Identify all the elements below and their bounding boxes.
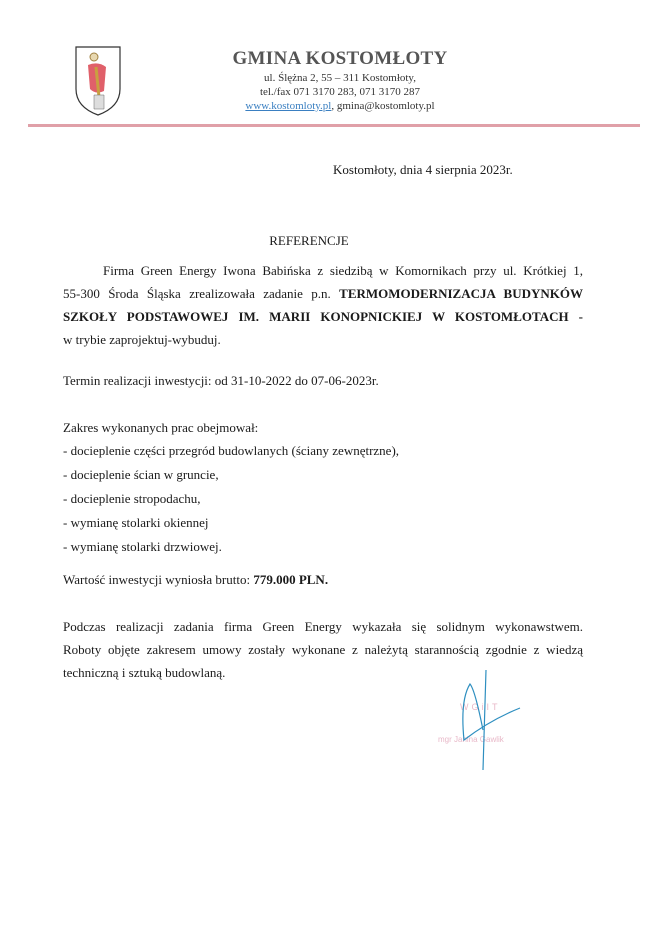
svg-text:WGiIT: WGiIT (460, 702, 501, 712)
scope-item: - docieplenie części przegród budowlanych (ściany zewnętrzne), (63, 443, 400, 458)
closing-line: Roboty objęte zakresem umowy zostały wykonane z należytą starannością zgodnie z wiedzą (63, 642, 583, 657)
svg-text:mgr Janina Gawlik: mgr Janina Gawlik (438, 735, 504, 744)
intro-line: SZKOŁY PODSTAWOWEJ IM. MARII KONOPNICKIEJ W KOSTOMŁOTACH - (63, 309, 583, 324)
intro-line: w trybie zaprojektuj-wybuduj. (63, 332, 221, 347)
scope-item: - docieplenie ścian w gruncie, (63, 467, 219, 482)
scope-item: - wymianę stolarki okiennej (63, 515, 209, 530)
scope-item: - wymianę stolarki drzwiowej. (63, 539, 222, 554)
header-divider (28, 124, 640, 127)
scope-item: - docieplenie stropodachu, (63, 491, 201, 506)
org-name: GMINA KOSTOMŁOTY (232, 48, 448, 69)
investment-value: Wartość inwestycji wyniosła brutto: 779.000 PLN. (63, 572, 329, 587)
coat-of-arms-logo (74, 45, 122, 117)
letter-heading: REFERENCJE (269, 233, 349, 248)
closing-line: techniczną i sztuką budowlaną. (63, 665, 226, 680)
org-phone: tel./fax 071 3170 283, 071 3170 287 (259, 86, 421, 98)
website-link[interactable]: www.kostomloty.pl (245, 100, 332, 112)
scope-title: Zakres wykonanych prac obejmował: (63, 420, 259, 435)
org-contact (230, 100, 450, 112)
email: , gmina@kostomloty.pl (331, 100, 435, 112)
intro-line: Firma Green Energy Iwona Babińska z siedzibą w Komornikach przy ul. Krótkiej 1, (103, 263, 583, 278)
intro-line: 55-300 Środa Śląska zrealizowała zadanie p.n. TERMOMODERNIZACJA BUDYNKÓW (63, 286, 583, 301)
term-text: Termin realizacji inwestycji: od 31-10-2022 do 07-06-2023r. (63, 373, 379, 388)
letter-date: Kostomłoty, dnia 4 sierpnia 2023r. (333, 162, 513, 177)
closing-line: Podczas realizacji zadania firma Green Energy wykazała się solidnym wykonawstwem. (63, 619, 583, 634)
signature-stamp (420, 670, 560, 770)
org-address: ul. Ślężna 2, 55 – 311 Kostomłoty, (264, 72, 416, 84)
